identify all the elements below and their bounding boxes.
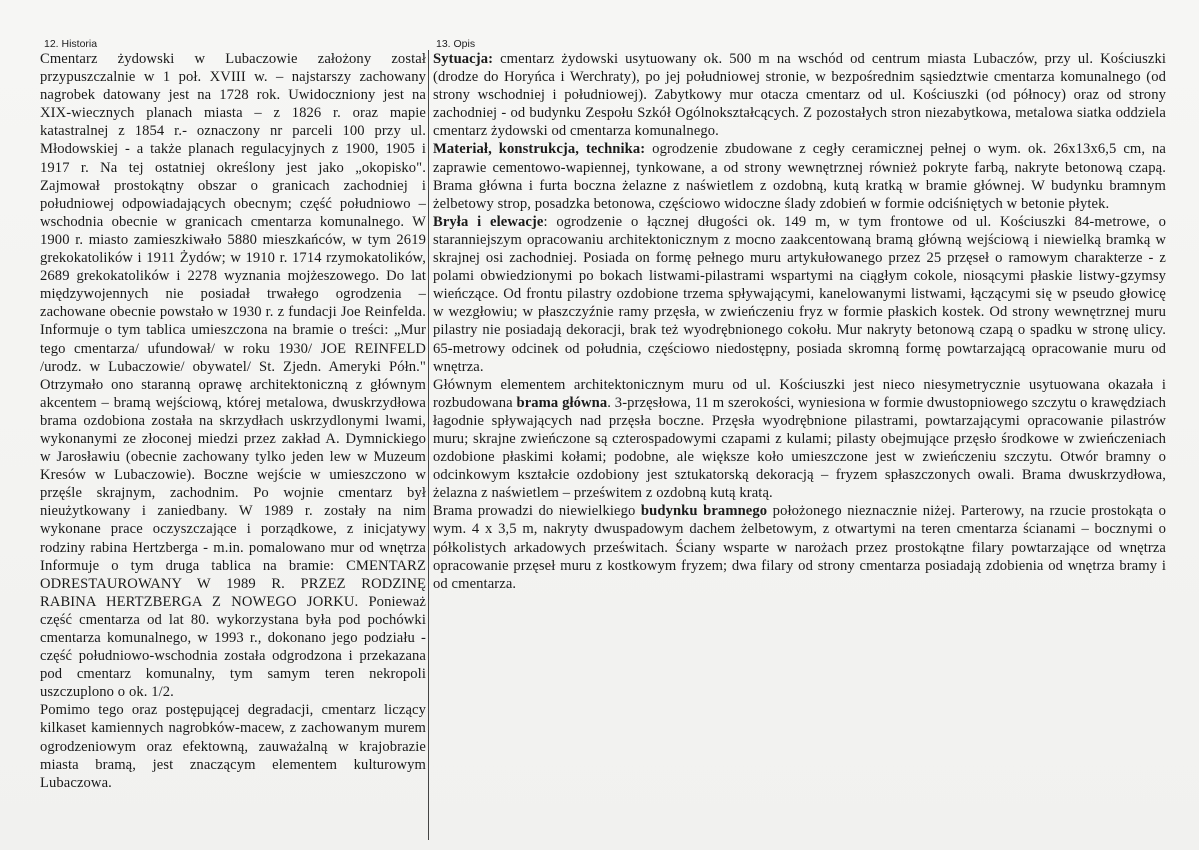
material-text: ogrodzenie zbudowane z cegły ceramicznej pełnej o wym. ok. 26x13x6,5 cm, na zaprawie cementowo-wapiennej, tynkowane, a od strony wewnętrznej również pokryte farbą, nakryte betonową czapą. Brama główna i furta boczna żelazne z naświetlem z ozdobną, kutą kratką w bramie głównej. W budynku bramnym żelbetowy strop, posadzka betonowa, częściowo widoczne ślady zdobień w formie odciśniętych w betonie płytek.	[433, 141, 1166, 212]
main-gate-text-c: . 3-przęsłowa, 11 m szerokości, wyniesiona w formie dwustopniowego szczytu o krawędziach łagodnie spływających nad przęsła boczne. Przęsła wyodrębnione pilastrami, powtarzającymi opracowanie pilastrów muru; skrajne zwieńczone są czterospadowymi czapami z kulami; pilasty obejmujące przęsło środkowe w zwieńczeniach ozdobione płaskimi kołami; podobne, ale większe koło umieszczone jest w zwieńczeniu szczytu. Otwór bramny o odcinkowym kształcie ozdobiony jest sztukatorską dekoracją – fryzem spłaszczonych owali. Brama dwuskrzydłowa, żelazna z naświetlem – prześwitem z ozdobną kutą kratą.	[433, 394, 1167, 502]
material-label: Materiał, konstrukcja, technika:	[433, 141, 646, 158]
main-gate-bold: brama główna	[516, 394, 608, 411]
situation-paragraph	[433, 50, 1166, 140]
situation-label: Sytuacja:	[433, 51, 494, 67]
gatehouse-text-a: Brama prowadzi do niewielkiego	[433, 503, 641, 520]
description-column	[433, 50, 1166, 593]
elevation-paragraph	[433, 213, 1166, 376]
elevation-text: : ogrodzenie o łącznej długości ok. 149 m, w tym frontowe od ul. Kościuszki 84-metrowe, o staranniejszym opracowaniu architektonicznym z mocno zaakcentowaną bramą główną wejściową i niewielką bramką w skrajnej osi zachodniej. Posiada on formę pełnego muru artykułowanego przez 25 przęseł o ramowym charakterze - z polami obwiedzionymi po bokach listwami-pilastrami wspartymi na ciągłym cokole, niosącymi płaskie listwy-gzymsy wieńczące. Od frontu pilastry ozdobione trzema spływającymi, kanelowanymi listwami, łączącymi się w pseudo głowicę w wezgłowiu; w płaszczyźnie ramy przęsła, w zwieńczeniu fryz w formie płaskich kostek. Od strony wewnętrznej muru pilastry nie posiadają dekoracji, brak też wyodrębnionego cokołu. Mur nakryty betonową czapą o spadku w stronę ulicy. 65-metrowy odcinek od południa, częściowo niedostępny, posiada skromną formę powtarzającą opracowanie muru od wnętrza.	[433, 213, 1166, 375]
gatehouse-text-c: położonego nieznacznie niżej. Parterowy, na rzucie prostokąta o wym. 4 x 3,5 m, nakryty dwuspadowym dachem żelbetowym, z otwartymi na teren cmentarza ścianami – bocznymi o półkolistych arkadowych prześwitach. Ściany wsparte w narożach przez prostokątne filary powtarzające od wnętrza opracowanie przęseł muru z kostkowym fryzem; dwa filary od strony cmentarza posiadają zdobienia od wnętrza bramy i od cmentarza.	[433, 503, 1167, 592]
section-header-history: 12. Historia	[44, 38, 98, 50]
gatehouse-bold: budynku bramnego	[640, 503, 768, 520]
main-gate-text-a: Głównym elementem architektonicznym muru od ul. Kościuszki jest nieco niesymetrycznie usytuowana okazała i rozbudowana	[433, 376, 1166, 411]
history-column	[40, 50, 429, 840]
material-paragraph	[433, 140, 1166, 212]
history-paragraph-2: Pomimo tego oraz postępującej degradacji, cmentarz liczący kilkaset kamiennych nagrobków-macew, z zachowanym murem ogrodzeniowym oraz efektowną, zauważalną w krajobrazie miasta bramą, jest znaczącym elementem kulturowym Lubaczowa.	[40, 702, 426, 791]
situation-text: cmentarz żydowski usytuowany ok. 500 m na wschód od centrum miasta Lubaczów, przy ul. Kościuszki (drodze do Horyńca i Werchraty), po jej południowej stronie, w bezpośrednim sąsiedztwie cmentarza komunalnego (od strony wschodniej i południowej). Zabytkowy mur otacza cmentarz od ul. Kościuszki (od północy) oraz od strony zachodniej - od budynku Zespołu Szkół Ogólnokształcących. Z pozostałych stron niezabytkowa, metalowa siatka oddziela cmentarz żydowski od cmentarza komunalnego.	[433, 51, 1166, 140]
elevation-label: Bryła i elewacje	[433, 213, 544, 230]
section-header-description: 13. Opis	[436, 38, 476, 50]
main-gate-paragraph	[433, 376, 1166, 503]
history-paragraph-1: Cmentarz żydowski w Lubaczowie założony został przypuszczalnie w 1 poł. XVIII w. – najstarszy zachowany nagrobek datowany jest na 1728 rok. Uwidoczniony jest na XIX-wiecznych planach miasta – z 1826 r. oraz mapie katastralnej z 1854 r.- oznaczony nr parceli 100 przy ul. Młodowskiej - a także planach regulacyjnych z 1900, 1905 i 1917 r. Na tej ostatniej określony jest jako „okopisko". Zajmował prostokątny obszar o granicach zachodniej i południowej odpowiadających obecnym; część południowo –wschodnia obecnie w granicach cmentarza komunalnego. W 1900 r. miasto zamieszkiwało 5880 mieszkańców, w tym 2619 grekokatolików i 1911 Żydów; w 1910 r. 1714 rzymokatolików, 2689 grekokatolików i 2278 wyznania mojżeszowego. Do lat międzywojennych nie posiadał trwałego ogrodzenia – zachowane obecnie powstało w 1930 r. z fundacji Joe Reinfelda. Informuje o tym tablica umieszczona na bramie o treści: „Mur tego cmentarza/ ufundował/ w roku 1930/ JOE REINFELD /urodz. w Lubaczowie/ obywatel/ St. Zjedn. Ameryki Półn." Otrzymało ono staranną oprawę architektoniczną z głównym akcentem – bramą wejściową, której metalowa, dwuskrzydłowa brama ozdobiona została na skrzydłach uskrzydlonymi lwami, wykonanymi ze złoconej miedzi przez zakład A. Dymnickiego w Jarosławiu (obecnie zachowany tylko jeden lew w Muzeum Kresów w Lubaczowie). Boczne wejście w umieszczono w przęśle skrajnym, zachodnim. Po wojnie cmentarz był nieużytkowany i zaniedbany. W 1989 r. zostały na nim wykonane prace oczyszczające i porządkowe, z inicjatywy rodziny rabina Hertzberga - m.in. pomalowano mur od wnętrza Informuje o tym druga tablica na bramie: CMENTARZ ODRESTAUROWANY W 1989 R. PRZEZ RODZINĘ RABINA HERTZBERGA Z NOWEGO JORKU. Ponieważ część cmentarza od lat 80. wykorzystana była pod pochówki cmentarza komunalnego, w 1993 r., dokonano jego podziału - część południowo-wschodnia została odgrodzona i przekazana pod cmentarz komunalny, tym samym teren nekropoli uszczuplono o ok. 1/2.	[40, 51, 426, 701]
gatehouse-paragraph	[433, 502, 1166, 592]
